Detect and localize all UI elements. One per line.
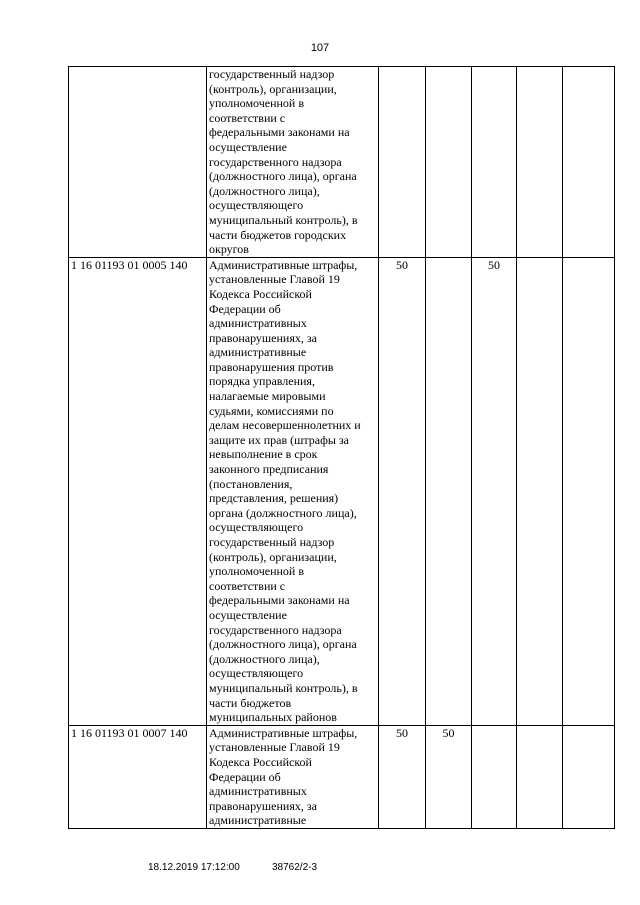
footer-document-id: 38762/2-3 (272, 862, 318, 873)
description-cell (207, 257, 379, 725)
description-line: (контроль), организации, (209, 549, 337, 564)
amount-cell (426, 257, 472, 725)
description-line: соответствии с (209, 578, 286, 593)
amount-cell: 50 (472, 257, 517, 725)
description-line: (должностного лица), органа (209, 637, 357, 652)
table-row (69, 67, 615, 258)
description-line: федеральными законами на (209, 125, 350, 140)
description-line: установленные Главой 19 (209, 740, 340, 755)
description-line: Кодекса Российской (209, 286, 312, 301)
description-line: налагаемые мировыми (209, 389, 326, 404)
amount-cell (426, 67, 472, 258)
amount-cell (517, 67, 563, 258)
description-line: осуществление (209, 607, 287, 622)
description-line: законного предписания (209, 462, 329, 477)
description-line: Административные штрафы, (209, 257, 358, 272)
budget-code-cell (69, 67, 207, 258)
description-line: (должностного лица), органа (209, 169, 357, 184)
amount-cell: 50 (379, 257, 426, 725)
table-row (69, 257, 615, 725)
description-line: части бюджетов (209, 695, 292, 710)
description-line: органа (должностного лица), (209, 505, 357, 520)
description-line: муниципальных районов (209, 710, 337, 725)
budget-code-cell: 1 16 01193 01 0007 140 (69, 725, 207, 828)
description-line: Административные штрафы, (209, 725, 358, 740)
description-line: правонарушения против (209, 359, 334, 374)
description-line: муниципальный контроль), в (209, 680, 358, 695)
amount-cell (563, 67, 615, 258)
description-line: (контроль), организации, (209, 81, 337, 96)
description-line: судьями, комиссиями по (209, 403, 334, 418)
description-line: государственный надзор (209, 67, 335, 81)
description-line: государственного надзора (209, 622, 342, 637)
amount-cell (563, 257, 615, 725)
description-line: государственный надзор (209, 535, 335, 549)
amount-cell: 50 (379, 725, 426, 828)
description-line: делам несовершеннолетних и (209, 418, 361, 433)
description-line: уполномоченной в (209, 564, 305, 579)
description-line: осуществляющего (209, 520, 304, 535)
description-line: порядка управления, (209, 374, 315, 389)
amount-cell (472, 725, 517, 828)
description-line: защите их прав (штрафы за (209, 432, 349, 447)
description-line: муниципальный контроль), в (209, 212, 358, 227)
description-line: Федерации об (209, 301, 281, 316)
description-line: невыполнение в срок (209, 447, 318, 462)
amount-cell (472, 67, 517, 258)
description-line: федеральными законами на (209, 593, 350, 608)
description-line: правонарушениях, за (209, 798, 317, 813)
description-line: (постановления, (209, 476, 293, 491)
description-line: правонарушениях, за (209, 330, 317, 345)
description-line: (должностного лица), (209, 183, 320, 198)
footer-timestamp: 18.12.2019 17:12:00 (148, 862, 240, 873)
description-line: Кодекса Российской (209, 754, 312, 769)
description-line: установленные Главой 19 (209, 272, 340, 287)
budget-classification-table (68, 66, 615, 829)
description-line: государственного надзора (209, 154, 342, 169)
description-line: административных (209, 784, 307, 799)
amount-cell (517, 257, 563, 725)
amount-cell: 50 (426, 725, 472, 828)
description-line: округов (209, 242, 249, 257)
description-line: административных (209, 316, 307, 331)
table-row (69, 725, 615, 828)
amount-cell (517, 725, 563, 828)
description-line: представления, решения) (209, 491, 339, 506)
amount-cell (379, 67, 426, 258)
budget-code-cell: 1 16 01193 01 0005 140 (69, 257, 207, 725)
description-line: осуществляющего (209, 666, 304, 681)
description-line: части бюджетов городских (209, 227, 347, 242)
description-line: соответствии с (209, 110, 286, 125)
amount-cell (563, 725, 615, 828)
description-line: административные (209, 813, 307, 828)
description-line: осуществляющего (209, 198, 304, 213)
page-number: 107 (310, 42, 330, 54)
description-cell (207, 725, 379, 828)
description-line: административные (209, 345, 307, 360)
description-line: осуществление (209, 139, 287, 154)
description-line: уполномоченной в (209, 96, 305, 111)
description-cell (207, 67, 379, 258)
description-line: (должностного лица), (209, 651, 320, 666)
description-line: Федерации об (209, 769, 281, 784)
